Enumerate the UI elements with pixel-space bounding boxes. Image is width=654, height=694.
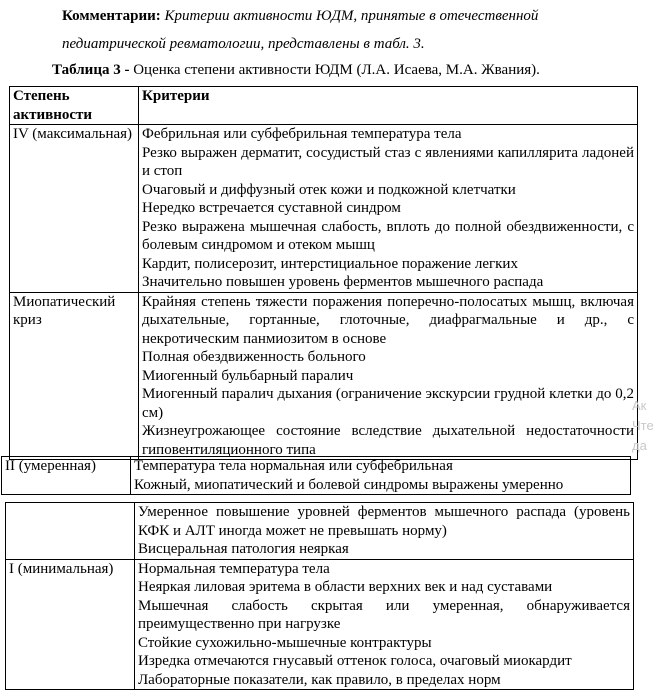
criterion: Мышечная слабость скрытая или умеренная, обнаруживается преимущественно при нагрузке — [138, 597, 630, 632]
activity-table-part-3 — [5, 502, 634, 690]
table-row — [2, 457, 631, 495]
criterion: Жизнеугрожающее состояние вследствие дыхательной недостаточности гиповентиляционного типа — [142, 423, 634, 458]
criterion: Изредка отмечаются гнусавый оттенок голоса, очаговый миокардит — [138, 653, 572, 669]
table-caption — [52, 62, 540, 79]
header-degree: Степень активности — [10, 87, 139, 125]
table-caption-title: Оценка степени активности ЮДМ (Л.А. Исаева, М.А. Жвания). — [133, 62, 540, 78]
criterion: Лабораторные показатели, как правило, в пределах норм — [138, 671, 501, 688]
table-row — [10, 292, 638, 460]
criterion: Миогенный бульбарный паралич — [142, 367, 354, 384]
header-criteria: Критерии — [139, 87, 638, 125]
table-row — [6, 503, 634, 560]
criterion: Нормальная температура тела — [138, 560, 330, 577]
degree-cell: IV (максимальная) — [10, 125, 139, 293]
criterion: Стойкие сухожильно-мышечные контрактуры — [138, 634, 432, 651]
criterion: Миогенный паралич дыхания (ограничение экскурсии грудной клетки до 0,2 см) — [142, 386, 634, 421]
comments-label: Комментарии: — [62, 8, 161, 24]
criterion: Полная обездвиженность больного — [142, 349, 366, 365]
criterion: Висцеральная патология неяркая — [138, 541, 349, 557]
criterion: Нередко встречается суставной синдром — [142, 200, 401, 216]
criteria-cell — [139, 292, 638, 460]
criterion: Кожный, миопатический и болевой синдромы выражены умеренно — [134, 476, 564, 493]
criterion: Температура тела нормальная или субфебрильная — [134, 458, 453, 474]
activity-table-part-1 — [9, 86, 638, 460]
margin-fragment: Ак — [632, 398, 647, 413]
comments-text: Критерии активности ЮДМ, принятые в отечественной педиатрической ревматологии, представлены в табл. 3. — [62, 8, 539, 52]
margin-fragment: да — [632, 438, 647, 453]
margin-fragment: Чте — [632, 418, 654, 433]
activity-table-part-2 — [1, 456, 631, 495]
criteria-cell — [135, 503, 634, 560]
criterion: Кардит, полисерозит, интерстициальное поражение легких — [142, 255, 518, 272]
criteria-cell — [135, 559, 634, 690]
comments-paragraph — [62, 2, 638, 58]
criterion: Фебрильная или субфебрильная температура тела — [142, 126, 462, 142]
degree-cell: Миопатический криз — [10, 292, 139, 460]
table-row — [10, 125, 638, 293]
degree-cell — [6, 503, 135, 560]
table-caption-label: Таблица 3 - — [52, 62, 130, 78]
criterion: Очаговый и диффузный отек кожи и подкожной клетчатки — [142, 181, 516, 198]
criteria-cell — [131, 457, 631, 495]
table-row — [6, 559, 634, 690]
table-header-row — [10, 87, 638, 125]
criteria-cell — [139, 125, 638, 293]
criterion: Значительно повышен уровень ферментов мышечного распада — [142, 274, 544, 290]
criterion: Резко выражен дерматит, сосудистый стаз с явлениями капиллярита ладоней и стоп — [142, 144, 634, 179]
degree-cell: II (умеренная) — [2, 457, 131, 495]
criterion: Умеренное повышение уровней ферментов мышечного распада (уровень КФК и АЛТ иногда может не превышать норму) — [138, 504, 630, 539]
degree-cell: I (минимальная) — [6, 559, 135, 690]
criterion: Резко выражена мышечная слабость, вплоть до полной обездвиженности, с болевым синдромом и отеком мышц — [142, 218, 634, 253]
criterion: Крайняя степень тяжести поражения поперечно-полосатых мышц, включая дыхательные, гортанные, глоточные, диафрагмальные и др., с некротическим панмиозитом в основе — [142, 293, 634, 347]
criterion: Неяркая лиловая эритема в области верхних век и над суставами — [138, 579, 553, 595]
